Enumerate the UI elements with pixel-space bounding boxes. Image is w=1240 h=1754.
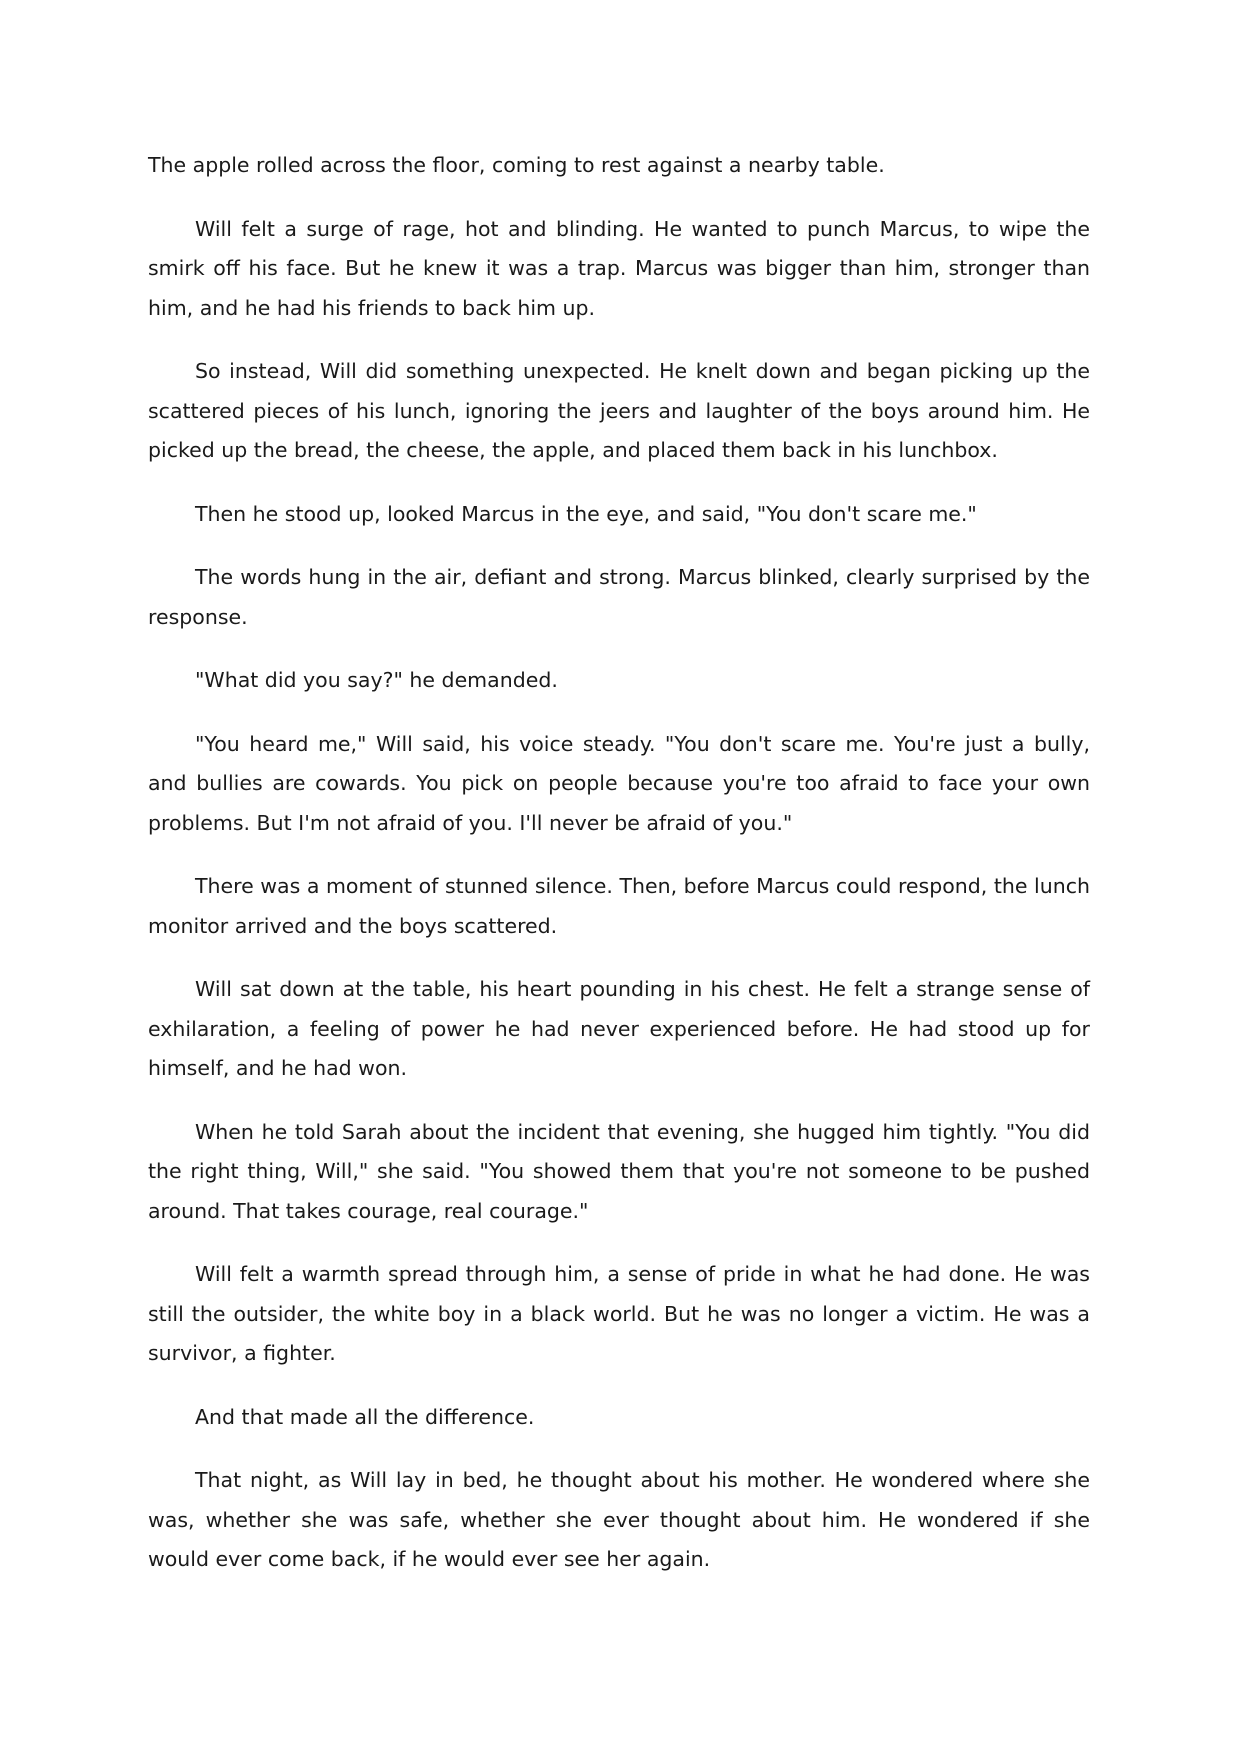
paragraph: Will sat down at the table, his heart pounding in his chest. He felt a strange sense of exhilaration, a feeling of power he had never experienced before. He had stood up for himself, and he had won. [148,977,1090,1080]
paragraph: Will felt a warmth spread through him, a sense of pride in what he had done. He was still the outsider, the white boy in a black world. But he was no longer a victim. He was a survivor, a fighter. [148,1262,1090,1365]
paragraph: So instead, Will did something unexpected. He knelt down and began picking up the scattered pieces of his lunch, ignoring the jeers and laughter of the boys around him. He picked up the bread, the cheese, the apple, and placed them back in his lunchbox. [148,359,1090,462]
paragraph: Will felt a surge of rage, hot and blinding. He wanted to punch Marcus, to wipe the smirk off his face. But he knew it was a trap. Marcus was bigger than him, stronger than him, and he had his friends to back him up. [148,216,1090,320]
paragraph: When he told Sarah about the incident that evening, she hugged him tightly. "You did the right thing, Will," she said. "You showed them that you're not someone to be pushed around. That takes courage, real courage." [148,1119,1090,1223]
paragraph: Then he stood up, looked Marcus in the eye, and said, "You don't scare me." [195,501,977,526]
paragraph: That night, as Will lay in bed, he thought about his mother. He wondered where she was, whether she was safe, whether she ever thought about him. He wondered if she would ever come back, if he would ever see her again. [148,1468,1090,1571]
body-text [148,146,1090,1604]
paragraph: The apple rolled across the floor, coming to rest against a nearby table. [148,153,885,177]
paragraph: The words hung in the air, defiant and strong. Marcus blinked, clearly surprised by the response. [148,565,1090,629]
paragraph: And that made all the difference. [195,1404,535,1429]
paragraph: There was a moment of stunned silence. Then, before Marcus could respond, the lunch monitor arrived and the boys scattered. [148,874,1090,938]
paragraph: "What did you say?" he demanded. [195,668,558,692]
paragraph: "You heard me," Will said, his voice steady. "You don't scare me. You're just a bully, and bullies are cowards. You pick on people because you're too afraid to face your own problems. But I'm not afraid of you. I'll never be afraid of you." [148,731,1090,835]
